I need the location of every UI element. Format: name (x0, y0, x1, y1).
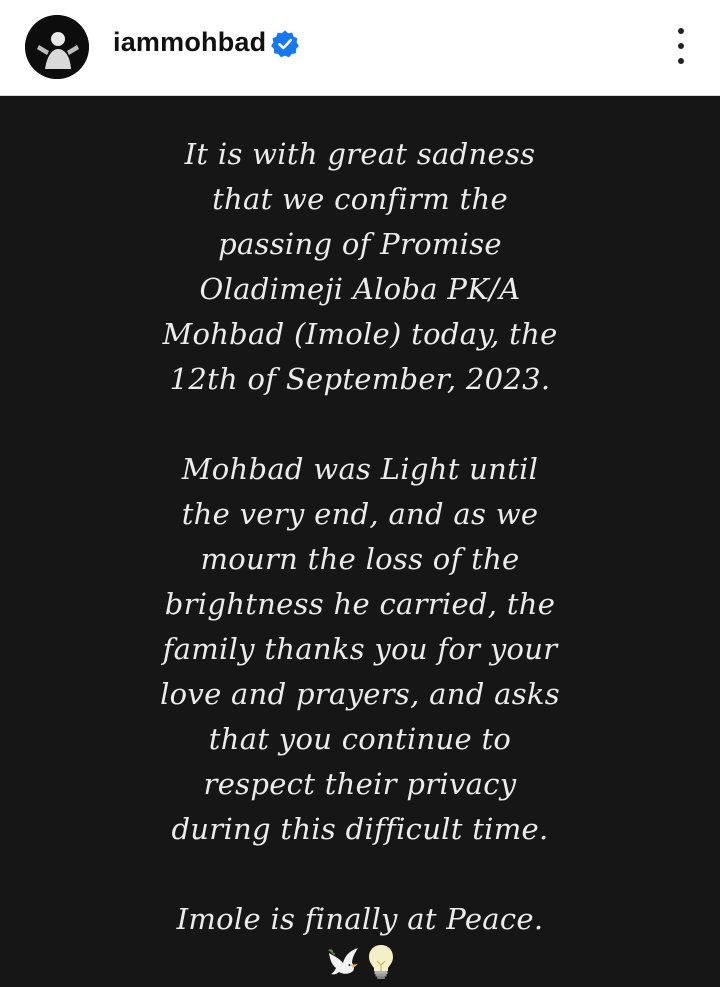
story-image (0, 96, 720, 987)
username[interactable]: iammohbad (113, 27, 267, 57)
story-paragraph-3: Imole is finally at Peace. (176, 902, 544, 936)
more-dot (678, 58, 684, 64)
verified-badge-icon (270, 29, 300, 59)
more-options-button[interactable] (676, 28, 686, 64)
more-dot (678, 43, 684, 49)
story-paragraph-1: It is with great sadness that we confirm the passing of Promise Oladimeji Aloba PK/A Mohbad (Imole) today, the 12th of September, 2023. (162, 137, 558, 396)
light-bulb-icon (367, 943, 395, 981)
dove-icon (325, 944, 363, 980)
story-message (110, 132, 610, 982)
avatar-image (25, 15, 89, 79)
profile-avatar[interactable] (25, 15, 89, 79)
post-header (0, 0, 720, 96)
more-dot (678, 28, 684, 34)
story-paragraph-2: Mohbad was Light until the very end, and as we mourn the loss of the brightness he carried, the family thanks you for your love and prayers, and asks that you continue to respect their privacy during this difficult time. (160, 452, 560, 846)
emoji-row (110, 942, 610, 982)
